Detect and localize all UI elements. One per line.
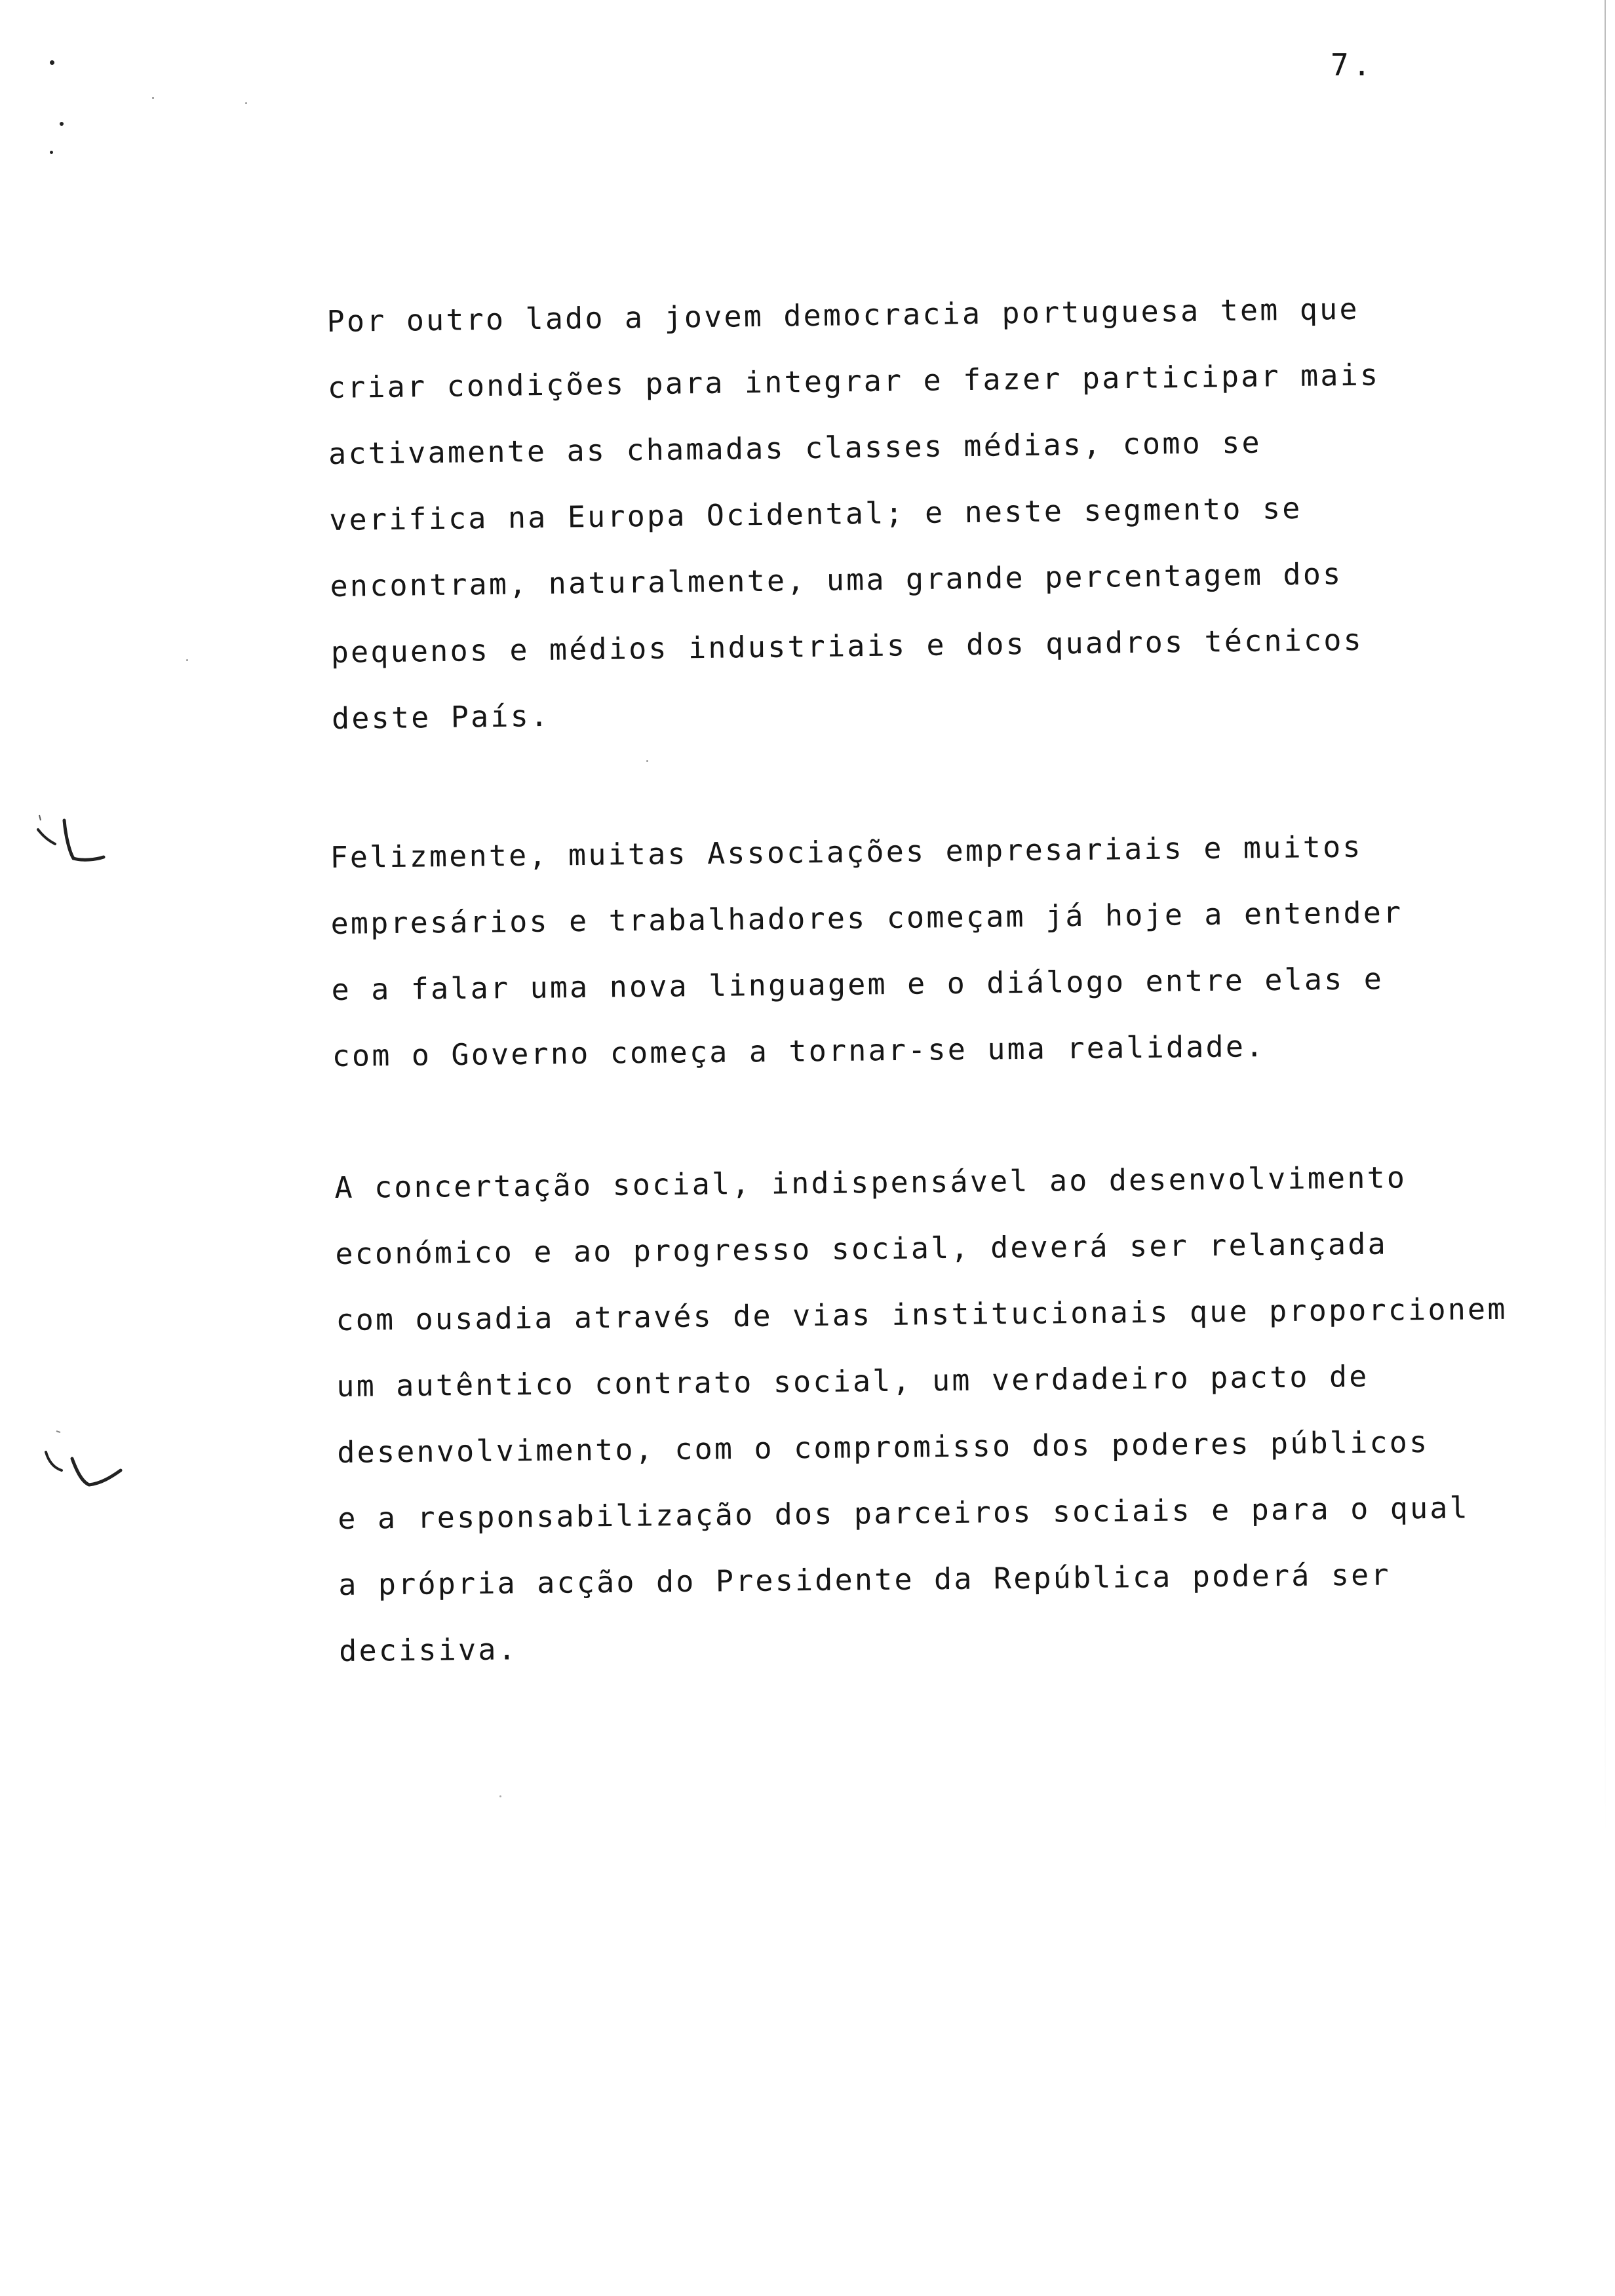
paragraph-social-concertation [334, 1143, 1511, 1684]
scan-speck [50, 151, 53, 154]
scan-speck [646, 760, 648, 762]
margin-check-mark [33, 806, 111, 878]
text-line: desenvolvimento, com o compromisso dos poderes públicos [337, 1424, 1430, 1470]
text-line: empresários e trabalhadores começam já hoje a entender [330, 894, 1403, 941]
scan-edge-line [1605, 0, 1606, 1835]
text-line: verifica na Europa Ocidental; e neste segmento se [328, 490, 1302, 537]
page-number: 7. [1331, 47, 1375, 83]
paragraph-associations [330, 813, 1405, 1089]
scan-speck [499, 1795, 501, 1797]
text-line: activamente as chamadas classes médias, como se [328, 425, 1262, 471]
text-line: económico e ao progresso social, deverá ser relançada [335, 1226, 1388, 1271]
text-line: com o Governo começa a tornar-se uma realidade. [332, 1029, 1266, 1073]
text-line: Felizmente, muitas Associações empresariais e muitos [330, 829, 1363, 875]
paragraph-middle-classes [326, 275, 1384, 752]
text-line: deste País. [331, 698, 551, 736]
scan-speck [50, 60, 54, 65]
text-line: encontram, naturalmente, uma grande percentagem dos [330, 556, 1343, 603]
text-line: com ousadia através de vias institucionais que proporcionem [336, 1291, 1508, 1337]
scan-speck [152, 97, 154, 99]
text-line: pequenos e médios industriais e dos quadros técnicos [330, 622, 1364, 670]
text-line: Por outro lado a jovem democracia portuguesa tem que [326, 291, 1360, 339]
scan-speck [245, 102, 247, 104]
text-line: a própria acção do Presidente da República poderá ser [338, 1557, 1391, 1602]
text-line: decisiva. [339, 1632, 518, 1668]
scan-speck [186, 659, 188, 661]
scan-speck [60, 122, 64, 126]
text-line: e a falar uma nova linguagem e o diálogo entre elas e [331, 961, 1384, 1007]
text-line: criar condições para integrar e fazer participar mais [327, 357, 1380, 405]
margin-check-mark [37, 1425, 128, 1510]
text-line: um autêntico contrato social, um verdadeiro pacto de [336, 1358, 1369, 1404]
text-line: A concertação social, indispensável ao desenvolvimento [334, 1160, 1407, 1205]
text-line: e a responsabilização dos parceiros sociais e para o qual [338, 1490, 1470, 1536]
